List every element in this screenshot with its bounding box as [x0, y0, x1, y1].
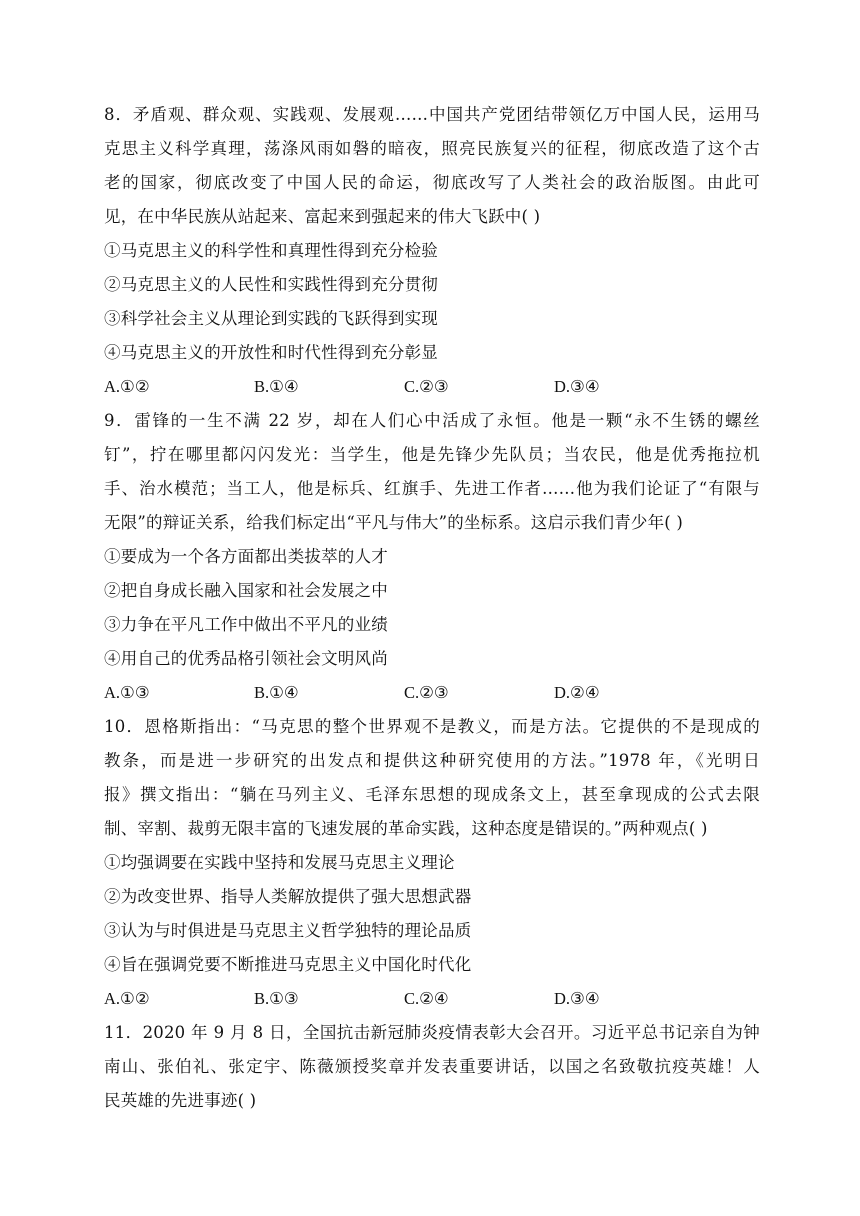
- question-stem-line: 11．2020 年 9 月 8 日，全国抗击新冠肺炎疫情表彰大会召开。习近平总书记亲自为钟: [104, 1023, 760, 1042]
- option-d: D.②④: [554, 683, 600, 702]
- statement: ①马克思主义的科学性和真理性得到充分检验: [104, 241, 438, 260]
- answer-options: [104, 982, 760, 1016]
- question-stem-line: 老的国家，彻底改变了中国人民的命运，彻底改写了人类社会的政治版图。由此可: [104, 173, 760, 192]
- statement: ②马克思主义的人民性和实践性得到充分贯彻: [104, 275, 438, 294]
- question-11: [104, 1016, 760, 1118]
- option-b: B.①④: [254, 377, 299, 396]
- option-c: C.②③: [404, 377, 449, 396]
- statement: ④马克思主义的开放性和时代性得到充分彰显: [104, 343, 438, 362]
- question-10: [104, 710, 760, 1016]
- question-stem-line: 10．恩格斯指出：“马克思的整个世界观不是教义，而是方法。它提供的不是现成的: [104, 717, 760, 736]
- question-stem-line: 制、宰割、裁剪无限丰富的飞速发展的革命实践，这种态度是错误的。”两种观点( ): [104, 819, 708, 838]
- option-b: B.①④: [254, 683, 299, 702]
- question-stem-line: 民英雄的先进事迹( ): [104, 1091, 257, 1110]
- option-d: D.③④: [554, 989, 600, 1008]
- statement: ④用自己的优秀品格引领社会文明风尚: [104, 649, 388, 668]
- statement: ③科学社会主义从理论到实践的飞跃得到实现: [104, 309, 438, 328]
- statement: ②为改变世界、指导人类解放提供了强大思想武器: [104, 887, 472, 906]
- question-stem-line: 9．雷锋的一生不满 22 岁，却在人们心中活成了永恒。他是一颗“永不生锈的螺丝: [104, 411, 760, 430]
- question-stem-line: 克思主义科学真理，荡涤风雨如磐的暗夜，照亮民族复兴的征程，彻底改造了这个古: [104, 139, 760, 158]
- option-c: C.②③: [404, 683, 449, 702]
- option-c: C.②④: [404, 989, 449, 1008]
- statement: ①要成为一个各方面都出类拔萃的人才: [104, 547, 388, 566]
- option-b: B.①③: [254, 989, 299, 1008]
- statement: ③认为与时俱进是马克思主义哲学独特的理论品质: [104, 921, 472, 940]
- exam-page: [104, 98, 760, 1118]
- question-stem-line: 8．矛盾观、群众观、实践观、发展观……中国共产党团结带领亿万中国人民，运用马: [104, 105, 760, 124]
- question-stem-line: 见，在中华民族从站起来、富起来到强起来的伟大飞跃中( ): [104, 207, 541, 226]
- question-9: [104, 404, 760, 710]
- answer-options: [104, 676, 760, 710]
- question-stem-line: 手、治水模范；当工人，他是标兵、红旗手、先进工作者……他为我们论证了“有限与: [104, 479, 760, 498]
- option-a: A.①②: [104, 377, 150, 396]
- statement: ④旨在强调党要不断推进马克思主义中国化时代化: [104, 955, 472, 974]
- question-stem-line: 报》撰文指出：“躺在马列主义、毛泽东思想的现成条文上，甚至拿现成的公式去限: [104, 785, 760, 804]
- option-a: A.①③: [104, 683, 150, 702]
- question-stem-line: 教条，而是进一步研究的出发点和提供这种研究使用的方法。”1978 年，《光明日: [104, 751, 760, 770]
- question-stem-line: 无限”的辩证关系，给我们标定出“平凡与伟大”的坐标系。这启示我们青少年( ): [104, 513, 684, 532]
- statement: ①均强调要在实践中坚持和发展马克思主义理论: [104, 853, 455, 872]
- question-stem-line: 钉”，拧在哪里都闪闪发光：当学生，他是先锋少先队员；当农民，他是优秀拖拉机: [104, 445, 760, 464]
- question-8: [104, 98, 760, 404]
- statement: ②把自身成长融入国家和社会发展之中: [104, 581, 388, 600]
- statement: ③力争在平凡工作中做出不平凡的业绩: [104, 615, 388, 634]
- option-a: A.①②: [104, 989, 150, 1008]
- answer-options: [104, 370, 760, 404]
- option-d: D.③④: [554, 377, 600, 396]
- question-stem-line: 南山、张伯礼、张定宇、陈薇颁授奖章并发表重要讲话，以国之名致敬抗疫英雄！人: [104, 1057, 760, 1076]
